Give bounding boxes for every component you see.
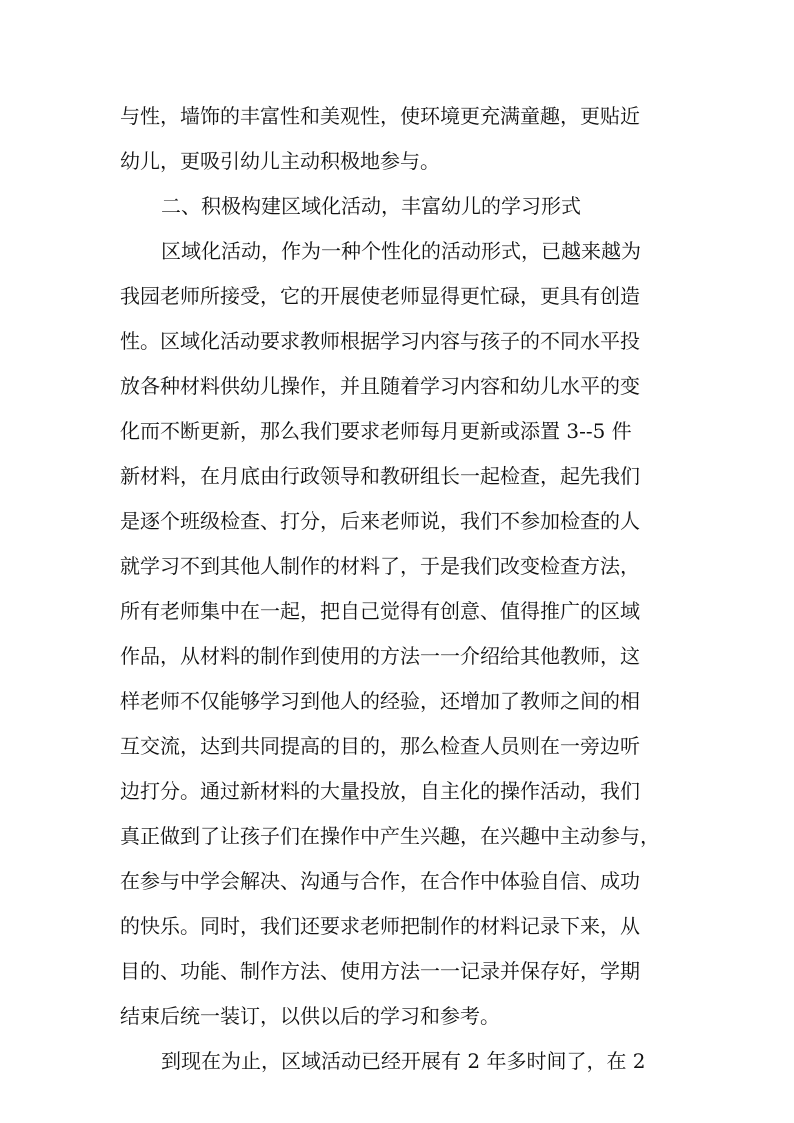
- section-heading: 二、积极构建区域化活动，丰富幼儿的学习形式: [161, 194, 581, 218]
- body-text: [120, 94, 660, 1084]
- text-line: 样老师不仅能够学习到他人的经验，还增加了教师之间的相: [120, 689, 640, 713]
- text-line: 互交流，达到共同提高的目的，那么检查人员则在一旁边听: [120, 734, 640, 758]
- text-line: 是逐个班级检查、打分，后来老师说，我们不参加检查的人: [120, 509, 640, 533]
- paragraph-first-line: 区域化活动，作为一种个性化的活动形式，已越来越为: [161, 239, 641, 263]
- text-line: 新材料，在月底由行政领导和教研组长一起检查，起先我们: [120, 464, 640, 488]
- text-line: 化而不断更新，那么我们要求老师每月更新或添置 3--5 件: [120, 419, 632, 443]
- text-line: 就学习不到其他人制作的材料了，于是我们改变检查方法，: [120, 554, 640, 578]
- text-line: 在参与中学会解决、沟通与合作，在合作中体验自信、成功: [120, 869, 640, 893]
- text-line: 边打分。通过新材料的大量投放，自主化的操作活动，我们: [120, 779, 640, 803]
- text-line: 幼儿，更吸引幼儿主动积极地参与。: [120, 149, 440, 173]
- text-line: 放各种材料供幼儿操作，并且随着学习内容和幼儿水平的变: [120, 374, 640, 398]
- paragraph-first-line: 到现在为止，区域活动已经开展有 2 年多时间了，在 2: [161, 1049, 646, 1073]
- text-line: 性。区域化活动要求教师根据学习内容与孩子的不同水平投: [120, 329, 640, 353]
- text-line: 所有老师集中在一起，把自己觉得有创意、值得推广的区域: [120, 599, 640, 623]
- text-line: 结束后统一装订，以供以后的学习和参考。: [120, 1004, 500, 1028]
- text-line: 的快乐。同时，我们还要求老师把制作的材料记录下来，从: [120, 914, 640, 938]
- text-line: 真正做到了让孩子们在操作中产生兴趣，在兴趣中主动参与，: [120, 824, 660, 848]
- text-line: 目的、功能、制作方法、使用方法一一记录并保存好，学期: [120, 959, 640, 983]
- text-line: 作品，从材料的制作到使用的方法一一介绍给其他教师，这: [120, 644, 640, 668]
- text-line: 与性，墙饰的丰富性和美观性，使环境更充满童趣，更贴近: [120, 104, 640, 128]
- text-line: 我园老师所接受，它的开展使老师显得更忙碌，更具有创造: [120, 284, 640, 308]
